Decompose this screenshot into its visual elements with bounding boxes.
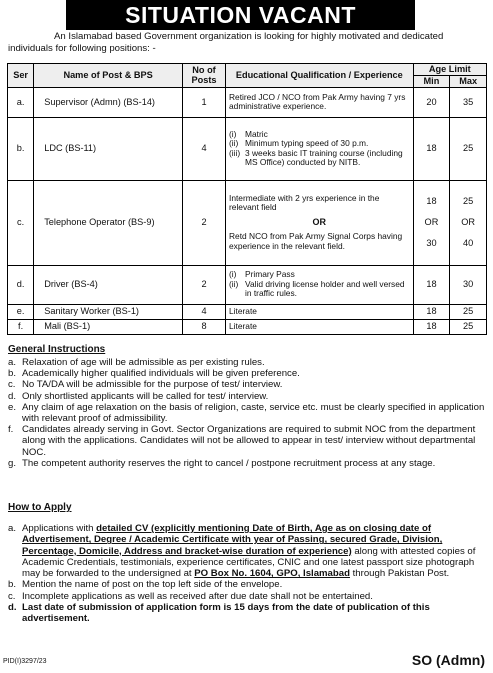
header-age-limit: Age Limit: [413, 64, 486, 76]
list-item: a. Relaxation of age will be admissible as per existing rules.: [8, 357, 265, 368]
header-min: Min: [413, 75, 450, 87]
list-item: b. Mention the name of post on the top left side of the envelope.: [8, 579, 283, 591]
row-post-name: Driver (BS-4): [34, 265, 183, 304]
row-qualification: [226, 180, 414, 265]
row-ser: a.: [8, 87, 34, 117]
row-ser: c.: [8, 180, 34, 265]
row-qualification: [226, 117, 414, 180]
qualification-item: (ii) Valid driving license holder and well versed in traffic rules.: [229, 278, 405, 299]
list-item: e. Any claim of age relaxation on the basis of religion, caste, service etc. must be clearly specified in application with relevant proof of admissibility.: [8, 401, 485, 425]
qualification-or: OR: [312, 216, 327, 227]
qualification-option-a: Intermediate with 2 yrs experience in the relevant field: [229, 192, 380, 213]
row-post-name: LDC (BS-11): [34, 117, 183, 180]
table-row: [8, 304, 487, 319]
qualification-item: (iii) 3 weeks basic IT training course (including MS Office) conducted by NITB.: [229, 147, 403, 167]
list-item: d. Last date of submission of application form is 15 days from the date of publication of this advertisement.: [8, 602, 430, 625]
how-to-apply-heading: How to Apply: [8, 502, 72, 513]
row-min-age: 18: [413, 265, 450, 304]
row-qualification: Literate: [226, 304, 414, 319]
qualification-item: (i) Matric: [229, 128, 268, 139]
intro-text: [8, 31, 486, 54]
row-post-name: Mali (BS-1): [34, 319, 183, 334]
row-max-age: 25 OR 40: [450, 180, 487, 265]
row-ser: e.: [8, 304, 34, 319]
list-item: b. Academically higher qualified individuals will be given preference.: [8, 368, 300, 380]
header-qualification: Educational Qualification / Experience: [226, 64, 414, 88]
header-ser: Ser: [8, 64, 34, 88]
qualification-option-b: Retd NCO from Pak Army Signal Corps having experience in the relevant field.: [229, 231, 403, 251]
row-qualification: Literate: [226, 319, 414, 334]
row-max-age: 25: [450, 319, 487, 334]
row-posts: 8: [183, 319, 226, 334]
row-max-age: 35: [450, 87, 487, 117]
list-item: d. Only shortlisted applicants will be called for test/ interview.: [8, 390, 269, 402]
list-item: c. Incomplete applications as well as received after due date shall not be entertained.: [8, 590, 373, 602]
header-max: Max: [450, 75, 487, 87]
row-post-name: Supervisor (Admn) (BS-14): [34, 87, 183, 117]
table-row: [8, 180, 487, 265]
row-max-age: 30: [450, 265, 487, 304]
how-to-apply-list: [8, 523, 486, 625]
list-item: c. No TA/DA will be admissible for the purpose of test/ interview.: [8, 379, 283, 391]
list-item: g. The competent authority reserves the right to cancel / postpone recruitment process at any stage.: [8, 457, 436, 469]
row-posts: 1: [183, 87, 226, 117]
row-qualification: Retired JCO / NCO from Pak Army having 7 yrs administrative experience.: [226, 87, 414, 117]
row-min-age: 20: [413, 87, 450, 117]
signature-office: SO (Admn): [411, 652, 485, 668]
row-min-age: 18: [413, 319, 450, 334]
row-max-age: 25: [450, 117, 487, 180]
intro-line-2: individuals for following positions: -: [8, 42, 156, 54]
row-posts: 2: [183, 180, 226, 265]
header-name: Name of Post & BPS: [34, 64, 183, 88]
table-row: [8, 87, 487, 117]
header-no-of-posts: No of Posts: [183, 64, 226, 88]
row-min-age: 18: [413, 304, 450, 319]
row-ser: f.: [8, 319, 34, 334]
list-item: f. Candidates already serving in Govt. Sector Organizations are required to submit NOC from the department along with the applications. Candidates will not be allowed to appear in test/ interview without departmental NOC.: [8, 424, 476, 458]
row-max-age: 25: [450, 304, 487, 319]
positions-table: [7, 63, 487, 335]
row-post-name: Sanitary Worker (BS-1): [34, 304, 183, 319]
row-ser: d.: [8, 265, 34, 304]
row-post-name: Telephone Operator (BS-9): [34, 180, 183, 265]
page-title: SITUATION VACANT: [66, 0, 415, 30]
publication-id: PID(I)3297/23: [3, 658, 47, 665]
table-row: [8, 265, 487, 304]
row-posts: 4: [183, 117, 226, 180]
row-posts: 2: [183, 265, 226, 304]
table-row: [8, 117, 487, 180]
general-instructions-list: [8, 357, 486, 469]
general-instructions-heading: General Instructions: [8, 344, 106, 355]
table-row: [8, 319, 487, 334]
row-qualification: [226, 265, 414, 304]
row-ser: b.: [8, 117, 34, 180]
row-min-age: 18: [413, 117, 450, 180]
row-posts: 4: [183, 304, 226, 319]
row-min-age: 18 OR 30: [413, 180, 450, 265]
list-item: a. Applications with detailed CV (explicitly mentioning Date of Birth, Age as on closing date of Advertisement, Degree / Academic Certificate with year of Passing, secured Grade, Division, Percentage, Domicile, Address and bracket-wise duration of experience) along with attested copies of Academic Credentials, testimonials, experience certificates, CNIC and one latest passport size photograph may be forwarded to the undersigned at PO Box No. 1604, GPO, Islamabad through Pakistan Post.: [8, 523, 476, 580]
intro-line-1: An Islamabad based Government organization is looking for highly motivated and dedicated: [54, 31, 444, 42]
qualification-item: (i) Primary Pass: [229, 269, 295, 280]
qualification-item: (ii) Minimum typing speed of 30 p.m.: [229, 138, 369, 148]
